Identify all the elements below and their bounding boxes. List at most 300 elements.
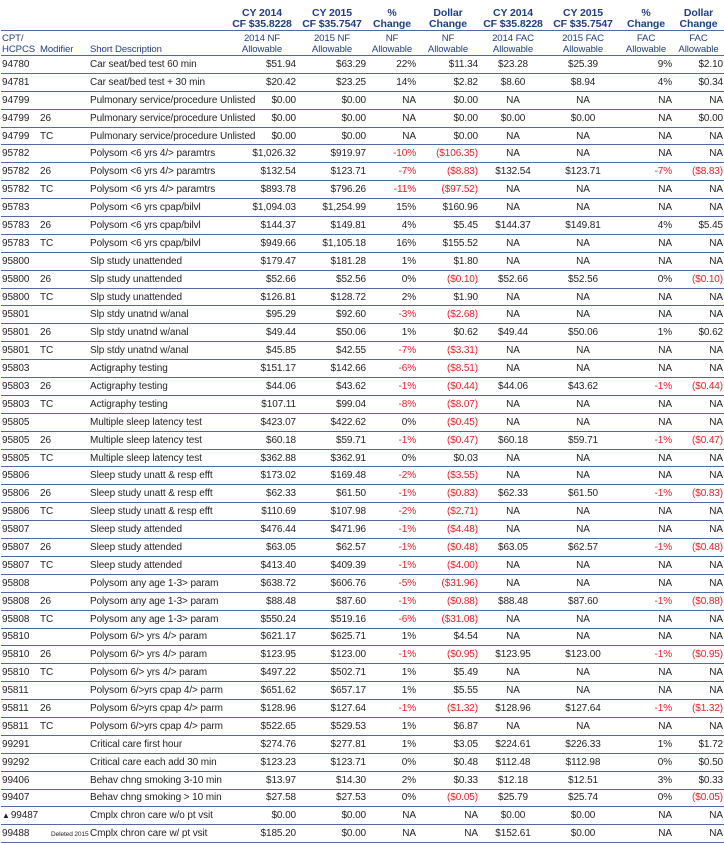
group-header-dollar-change-nf: Dollar Change [429, 7, 467, 30]
code-text: 94780 [2, 58, 30, 70]
nf-2015-cell: $128.72 [297, 288, 367, 306]
nf-pct-cell: 16% [367, 234, 417, 252]
nf-pct-cell: 4% [367, 217, 417, 235]
fac-pct-cell: NA [619, 521, 673, 539]
modifier-cell: 26 [39, 485, 89, 503]
nf-pct-cell: 0% [367, 270, 417, 288]
fac-2015-cell: NA [547, 521, 619, 539]
nf-dollar-cell: $0.33 [417, 771, 479, 789]
modifier-cell: 26 [39, 700, 89, 718]
code-cell [1, 592, 39, 610]
fac-dollar-cell: NA [673, 664, 724, 682]
nf-pct-cell: NA [367, 127, 417, 145]
nf-2014-cell: $123.23 [227, 753, 297, 771]
fac-2014-cell: $0.00 [479, 807, 547, 825]
fac-2015-cell: NA [547, 449, 619, 467]
nf-2015-cell: $43.62 [297, 378, 367, 396]
nf-2014-cell: $0.00 [227, 127, 297, 145]
code-cell [1, 56, 39, 74]
fac-pct-cell: NA [619, 628, 673, 646]
nf-2015-cell: $277.81 [297, 735, 367, 753]
fac-2015-cell: NA [547, 574, 619, 592]
modifier-cell [39, 753, 89, 771]
modifier-cell [39, 682, 89, 700]
fac-2015-cell: NA [547, 413, 619, 431]
nf-pct-cell: -1% [367, 539, 417, 557]
fac-dollar-cell: $0.50 [673, 753, 724, 771]
description-cell: Polysom 6/> yrs 4/> param [89, 628, 227, 646]
fac-pct-cell: NA [619, 467, 673, 485]
fac-pct-cell: -1% [619, 592, 673, 610]
nf-2015-cell: $422.62 [297, 413, 367, 431]
nf-dollar-cell: ($0.47) [417, 431, 479, 449]
code-text: 95806 [2, 506, 30, 518]
code-cell [1, 574, 39, 592]
nf-2015-cell: $529.53 [297, 717, 367, 735]
code-text: 95803 [2, 363, 30, 375]
nf-2014-cell: $423.07 [227, 413, 297, 431]
nf-dollar-cell: ($4.00) [417, 556, 479, 574]
nf-pct-cell: -2% [367, 467, 417, 485]
nf-2014-cell: $20.42 [227, 73, 297, 91]
fac-2015-cell: $50.06 [547, 324, 619, 342]
fac-dollar-cell: NA [673, 628, 724, 646]
nf-2014-cell: $126.81 [227, 288, 297, 306]
fac-2015-cell: $127.64 [547, 700, 619, 718]
modifier-cell [39, 199, 89, 217]
nf-dollar-cell: $0.03 [417, 449, 479, 467]
nf-dollar-cell: $4.54 [417, 628, 479, 646]
modifier-cell: TC [39, 664, 89, 682]
table-row [1, 825, 724, 843]
table-row [1, 56, 724, 74]
col-header-modifier: Modifier [39, 31, 89, 56]
code-cell [1, 646, 39, 664]
fac-2014-cell: NA [479, 467, 547, 485]
fac-pct-cell: 3% [619, 771, 673, 789]
nf-2014-cell: $274.76 [227, 735, 297, 753]
nf-pct-cell: 1% [367, 324, 417, 342]
modifier-cell [39, 574, 89, 592]
nf-dollar-cell: ($31.96) [417, 574, 479, 592]
fac-pct-cell: NA [619, 360, 673, 378]
code-cell [1, 217, 39, 235]
fac-2014-cell: NA [479, 503, 547, 521]
code-cell [1, 503, 39, 521]
fac-dollar-cell: NA [673, 306, 724, 324]
fac-pct-cell: NA [619, 825, 673, 843]
fac-2014-cell: NA [479, 556, 547, 574]
fac-pct-cell: 1% [619, 324, 673, 342]
code-text: 95808 [2, 577, 30, 589]
fac-dollar-cell: NA [673, 234, 724, 252]
fac-2014-cell: NA [479, 127, 547, 145]
fac-2014-cell: NA [479, 610, 547, 628]
nf-pct-cell: -1% [367, 592, 417, 610]
fee-schedule-table [1, 0, 724, 843]
table-row [1, 91, 724, 109]
nf-pct-cell: -1% [367, 556, 417, 574]
code-cell [1, 378, 39, 396]
code-cell [1, 807, 39, 825]
description-cell: Polysom any age 1-3> param [89, 592, 227, 610]
fac-pct-cell: 1% [619, 735, 673, 753]
table-body [1, 56, 724, 843]
fac-pct-cell: NA [619, 610, 673, 628]
fac-2014-cell: NA [479, 288, 547, 306]
nf-pct-cell: 2% [367, 771, 417, 789]
nf-dollar-cell: ($2.68) [417, 306, 479, 324]
modifier-cell: TC [39, 127, 89, 145]
fac-2015-cell: NA [547, 199, 619, 217]
code-cell [1, 825, 39, 843]
fac-2014-cell: NA [479, 628, 547, 646]
fac-pct-cell: -1% [619, 485, 673, 503]
nf-dollar-cell: ($0.88) [417, 592, 479, 610]
fac-2015-cell: $0.00 [547, 109, 619, 127]
fac-pct-cell: NA [619, 807, 673, 825]
nf-2015-cell: $127.64 [297, 700, 367, 718]
table-row [1, 288, 724, 306]
code-text: 95807 [2, 559, 30, 571]
col-header-nf-2014: 2014 NF Allowable [227, 31, 297, 56]
code-text: 95782 [2, 148, 30, 160]
code-text: 95783 [2, 219, 30, 231]
nf-2015-cell: $50.06 [297, 324, 367, 342]
fac-dollar-cell: NA [673, 199, 724, 217]
nf-2015-cell: $519.16 [297, 610, 367, 628]
code-cell [1, 199, 39, 217]
nf-2015-cell: $14.30 [297, 771, 367, 789]
table-row [1, 199, 724, 217]
fac-pct-cell: 0% [619, 789, 673, 807]
fac-pct-cell: -1% [619, 431, 673, 449]
fac-2015-cell: NA [547, 91, 619, 109]
nf-dollar-cell: NA [417, 807, 479, 825]
code-cell [1, 73, 39, 91]
table-row [1, 360, 724, 378]
fac-pct-cell: NA [619, 574, 673, 592]
code-cell [1, 324, 39, 342]
nf-2015-cell: $1,105.18 [297, 234, 367, 252]
code-cell [1, 360, 39, 378]
fac-2014-cell: NA [479, 181, 547, 199]
code-text: 95811 [2, 685, 29, 697]
nf-2015-cell: $625.71 [297, 628, 367, 646]
code-cell [1, 771, 39, 789]
fac-pct-cell: -1% [619, 378, 673, 396]
fac-2015-cell: $52.56 [547, 270, 619, 288]
fac-pct-cell: -1% [619, 700, 673, 718]
fac-dollar-cell: ($0.48) [673, 539, 724, 557]
group-header-cy2015-nf: CY 2015 CF $35.7547 [302, 7, 362, 30]
fac-2014-cell: NA [479, 413, 547, 431]
description-cell: Polysom <6 yrs cpap/bilvl [89, 199, 227, 217]
nf-pct-cell: NA [367, 91, 417, 109]
table-row [1, 771, 724, 789]
deleted-tag: Deleted 2015 [51, 831, 89, 839]
modifier-cell: 26 [39, 592, 89, 610]
nf-2014-cell: $110.69 [227, 503, 297, 521]
group-header-pct-change-fac: % Change [627, 7, 665, 30]
fac-pct-cell: NA [619, 306, 673, 324]
description-cell: Slp stdy unatnd w/anal [89, 306, 227, 324]
col-header-nf-2015: 2015 NF Allowable [297, 31, 367, 56]
modifier-cell: TC [39, 342, 89, 360]
table-row [1, 646, 724, 664]
fac-2014-cell: $23.28 [479, 56, 547, 74]
nf-pct-cell: -5% [367, 574, 417, 592]
code-text: 95805 [2, 416, 30, 428]
table-row [1, 539, 724, 557]
table-row [1, 378, 724, 396]
fac-dollar-cell: NA [673, 556, 724, 574]
description-cell: Sleep study attended [89, 521, 227, 539]
table-row [1, 664, 724, 682]
nf-2014-cell: $0.00 [227, 109, 297, 127]
fac-pct-cell: NA [619, 91, 673, 109]
code-cell [1, 270, 39, 288]
nf-2014-cell: $128.96 [227, 700, 297, 718]
fac-2015-cell: NA [547, 342, 619, 360]
description-cell: Behav chng smoking > 10 min [89, 789, 227, 807]
nf-2015-cell: $123.71 [297, 163, 367, 181]
fac-dollar-cell: ($0.10) [673, 270, 724, 288]
table-row [1, 413, 724, 431]
fac-dollar-cell: $1.72 [673, 735, 724, 753]
nf-dollar-cell: $0.00 [417, 109, 479, 127]
fac-2014-cell: NA [479, 252, 547, 270]
code-text: 95808 [2, 595, 30, 607]
table-row [1, 270, 724, 288]
fac-dollar-cell: ($1.32) [673, 700, 724, 718]
nf-dollar-cell: ($0.83) [417, 485, 479, 503]
fac-dollar-cell: NA [673, 610, 724, 628]
code-text: 95811 [2, 720, 29, 732]
col-header-fac-2015: 2015 FAC Allowable [547, 31, 619, 56]
fac-2014-cell: NA [479, 145, 547, 163]
code-cell [1, 449, 39, 467]
fac-2015-cell: NA [547, 628, 619, 646]
description-cell: Polysom 6/> yrs 4/> param [89, 664, 227, 682]
nf-2014-cell: $49.44 [227, 324, 297, 342]
fac-2015-cell: $59.71 [547, 431, 619, 449]
code-cell [1, 431, 39, 449]
fac-2015-cell: $0.00 [547, 825, 619, 843]
nf-2014-cell: $27.58 [227, 789, 297, 807]
fac-2015-cell: NA [547, 306, 619, 324]
nf-pct-cell: -1% [367, 646, 417, 664]
nf-2014-cell: $1,094.03 [227, 199, 297, 217]
nf-2014-cell: $52.66 [227, 270, 297, 288]
code-cell [1, 753, 39, 771]
description-cell: Multiple sleep latency test [89, 449, 227, 467]
table-row [1, 342, 724, 360]
fac-2014-cell: $132.54 [479, 163, 547, 181]
nf-dollar-cell: ($8.07) [417, 395, 479, 413]
code-cell [1, 306, 39, 324]
nf-2015-cell: $27.53 [297, 789, 367, 807]
fac-2015-cell: NA [547, 664, 619, 682]
fac-2014-cell: NA [479, 574, 547, 592]
fac-dollar-cell: NA [673, 825, 724, 843]
nf-2015-cell: $52.56 [297, 270, 367, 288]
nf-dollar-cell: ($31.08) [417, 610, 479, 628]
code-text: 99292 [2, 756, 30, 768]
description-cell: Car seat/bed test + 30 min [89, 73, 227, 91]
code-text: 95783 [2, 202, 30, 214]
table-row [1, 306, 724, 324]
table-row [1, 574, 724, 592]
fac-2015-cell: NA [547, 467, 619, 485]
code-text: 95803 [2, 380, 30, 392]
nf-dollar-cell: $5.45 [417, 217, 479, 235]
nf-2014-cell: $123.95 [227, 646, 297, 664]
fac-2015-cell: $123.71 [547, 163, 619, 181]
group-header-cy2014-nf: CY 2014 CF $35.8228 [232, 7, 292, 30]
code-text: 95810 [2, 649, 30, 661]
nf-dollar-cell: $5.55 [417, 682, 479, 700]
code-text: 95782 [2, 184, 30, 196]
fac-2014-cell: NA [479, 199, 547, 217]
fac-2014-cell: NA [479, 664, 547, 682]
nf-dollar-cell: $1.90 [417, 288, 479, 306]
table-row [1, 109, 724, 127]
code-text: 95810 [2, 631, 30, 643]
nf-2015-cell: $59.71 [297, 431, 367, 449]
description-cell: Slp stdy unatnd w/anal [89, 342, 227, 360]
code-cell [1, 91, 39, 109]
group-header-cell [39, 0, 89, 31]
nf-pct-cell: -10% [367, 145, 417, 163]
nf-2015-cell: $919.97 [297, 145, 367, 163]
code-text: 94799 [2, 112, 30, 124]
nf-2014-cell: $132.54 [227, 163, 297, 181]
description-cell: Car seat/bed test 60 min [89, 56, 227, 74]
group-header-cy2015-fac: CY 2015 CF $35.7547 [553, 7, 613, 30]
fac-2014-cell: $60.18 [479, 431, 547, 449]
fac-dollar-cell: NA [673, 503, 724, 521]
fac-dollar-cell: NA [673, 395, 724, 413]
modifier-cell [39, 825, 89, 843]
code-cell [1, 485, 39, 503]
fac-dollar-cell: NA [673, 127, 724, 145]
nf-pct-cell: -7% [367, 342, 417, 360]
fac-pct-cell: NA [619, 234, 673, 252]
code-text: 94781 [2, 76, 30, 88]
nf-2014-cell: $173.02 [227, 467, 297, 485]
nf-dollar-cell: $0.48 [417, 753, 479, 771]
nf-2014-cell: $0.00 [227, 807, 297, 825]
fac-2015-cell: $25.39 [547, 56, 619, 74]
fac-2014-cell: $12.18 [479, 771, 547, 789]
code-text: 99488 [2, 828, 30, 840]
table-row [1, 449, 724, 467]
nf-2015-cell: $502.71 [297, 664, 367, 682]
table-row [1, 127, 724, 145]
description-cell: Critical care each add 30 min [89, 753, 227, 771]
nf-dollar-cell: $3.05 [417, 735, 479, 753]
table-row [1, 73, 724, 91]
nf-dollar-cell: ($3.31) [417, 342, 479, 360]
nf-2015-cell: $61.50 [297, 485, 367, 503]
modifier-cell [39, 735, 89, 753]
nf-2014-cell: $949.66 [227, 234, 297, 252]
nf-2015-cell: $142.66 [297, 360, 367, 378]
nf-dollar-cell: ($0.44) [417, 378, 479, 396]
fac-pct-cell: NA [619, 682, 673, 700]
nf-pct-cell: -1% [367, 378, 417, 396]
fac-2014-cell: NA [479, 521, 547, 539]
nf-2015-cell: $92.60 [297, 306, 367, 324]
fac-2014-cell: $112.48 [479, 753, 547, 771]
table-row [1, 735, 724, 753]
table-row [1, 234, 724, 252]
table-row [1, 503, 724, 521]
code-cell [1, 717, 39, 735]
fac-dollar-cell: $5.45 [673, 217, 724, 235]
modifier-cell: TC [39, 449, 89, 467]
fac-pct-cell: NA [619, 181, 673, 199]
nf-pct-cell: -3% [367, 306, 417, 324]
table-row [1, 556, 724, 574]
code-text: 99407 [2, 792, 30, 804]
description-cell: Sleep study unatt & resp efft [89, 503, 227, 521]
code-text: 94799 [2, 130, 30, 142]
modifier-cell: TC [39, 610, 89, 628]
fac-pct-cell: NA [619, 717, 673, 735]
modifier-cell: TC [39, 234, 89, 252]
description-cell: Polysom <6 yrs cpap/bilvl [89, 217, 227, 235]
nf-2014-cell: $522.65 [227, 717, 297, 735]
fac-2014-cell: $25.79 [479, 789, 547, 807]
modifier-cell: TC [39, 181, 89, 199]
fac-2014-cell: $123.95 [479, 646, 547, 664]
nf-pct-cell: NA [367, 109, 417, 127]
fac-2014-cell: NA [479, 717, 547, 735]
fac-dollar-cell: NA [673, 252, 724, 270]
fac-dollar-cell: $0.62 [673, 324, 724, 342]
nf-2014-cell: $63.05 [227, 539, 297, 557]
modifier-cell [39, 306, 89, 324]
description-cell: Critical care first hour [89, 735, 227, 753]
modifier-cell: TC [39, 556, 89, 574]
nf-2015-cell: $62.57 [297, 539, 367, 557]
fac-dollar-cell: NA [673, 682, 724, 700]
nf-dollar-cell: ($0.45) [417, 413, 479, 431]
description-cell: Polysom 6/>yrs cpap 4/> parm [89, 682, 227, 700]
fac-dollar-cell: NA [673, 413, 724, 431]
group-header-cell [89, 0, 227, 31]
description-cell: Polysom <6 yrs 4/> paramtrs [89, 163, 227, 181]
table-row [1, 789, 724, 807]
nf-2014-cell: $476.44 [227, 521, 297, 539]
nf-2015-cell: $123.71 [297, 753, 367, 771]
nf-2015-cell: $0.00 [297, 825, 367, 843]
code-text: 99487 [10, 810, 39, 822]
fac-2015-cell: NA [547, 395, 619, 413]
fac-2014-cell: $62.33 [479, 485, 547, 503]
nf-2015-cell: $657.17 [297, 682, 367, 700]
nf-2015-cell: $606.76 [297, 574, 367, 592]
group-header-dollar-change-fac: Dollar Change [679, 7, 718, 30]
table-row [1, 682, 724, 700]
fac-2015-cell: $8.94 [547, 73, 619, 91]
nf-2015-cell: $23.25 [297, 73, 367, 91]
fac-2014-cell: NA [479, 306, 547, 324]
code-cell [1, 163, 39, 181]
fac-2015-cell: $87.60 [547, 592, 619, 610]
